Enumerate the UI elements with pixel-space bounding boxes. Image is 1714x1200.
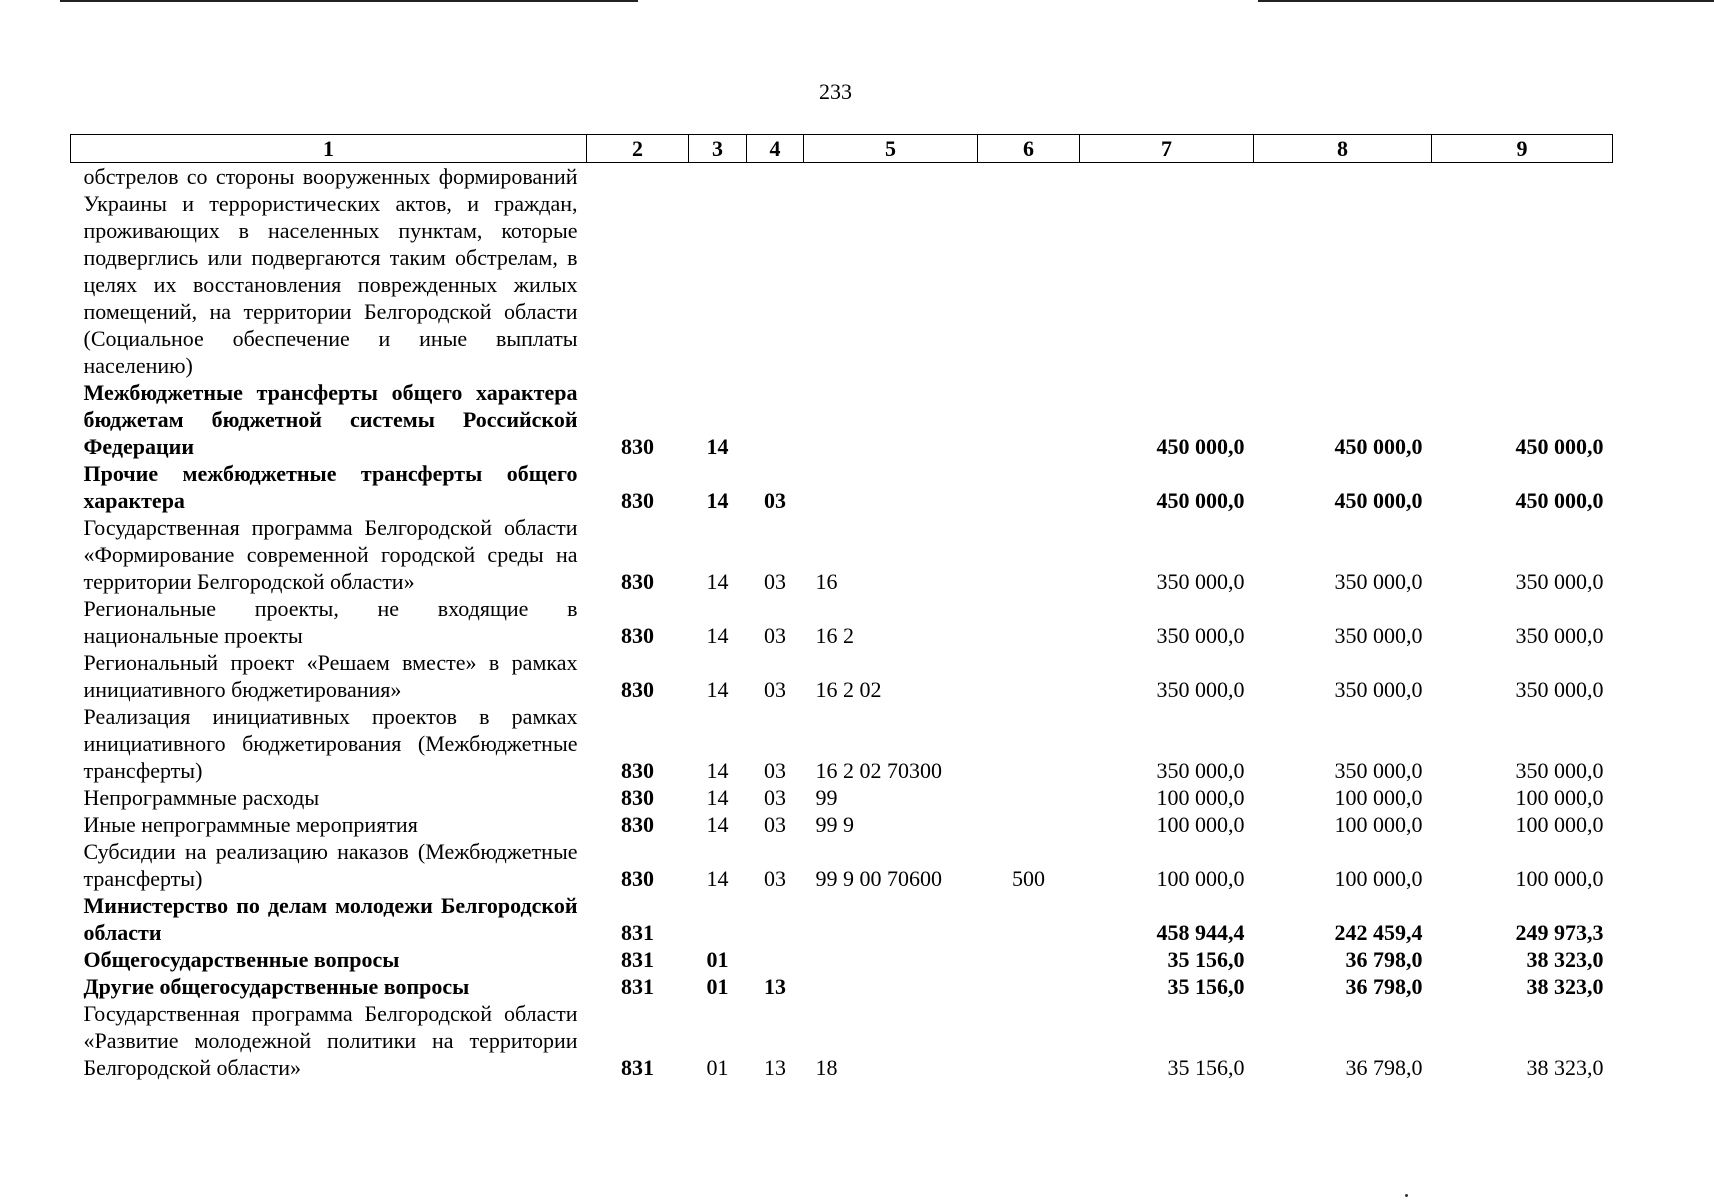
cell-amount-year1: 350 000,0 xyxy=(1156,623,1245,648)
cell-code: 830 xyxy=(621,758,654,783)
cell-code: 830 xyxy=(621,623,654,648)
cell-target-article: 99 9 00 70600 xyxy=(815,866,942,891)
row-name: Межбюджетные трансферты общего характера бюджетам бюджетной системы Российской Федерации xyxy=(83,380,578,459)
cell-section: 14 xyxy=(706,866,729,891)
cell-amount-year3: 100 000,0 xyxy=(1515,812,1604,837)
cell-amount-year1: 450 000,0 xyxy=(1156,488,1245,513)
cell-code: 830 xyxy=(621,434,654,459)
cell-section: 01 xyxy=(706,974,729,999)
cell-amount-year1: 458 944,4 xyxy=(1156,920,1245,945)
cell-amount-year2: 100 000,0 xyxy=(1334,812,1423,837)
scan-speck xyxy=(1405,1194,1408,1197)
table-row xyxy=(71,784,1613,811)
cell-expense-type xyxy=(978,460,1080,514)
cell-amount-year3: 450 000,0 xyxy=(1515,434,1604,459)
cell-amount-year3: 350 000,0 xyxy=(1515,758,1604,783)
row-name: Региональный проект «Решаем вместе» в рамках инициативного бюджетирования» xyxy=(83,650,578,702)
cell-section: 14 xyxy=(706,758,729,783)
budget-table xyxy=(70,134,1613,1081)
cell-subsection: 03 xyxy=(764,677,786,702)
cell-amount-year3: 100 000,0 xyxy=(1515,785,1604,810)
cell-amount-year1: 350 000,0 xyxy=(1156,677,1245,702)
cell-target-article xyxy=(804,946,978,973)
table-row xyxy=(71,379,1613,460)
cell-subsection xyxy=(747,892,804,946)
cell-subsection: 03 xyxy=(764,866,786,891)
cell-amount-year3: 450 000,0 xyxy=(1515,488,1604,513)
cell-subsection: 13 xyxy=(764,1055,786,1080)
cell-amount-year3: 350 000,0 xyxy=(1515,569,1604,594)
cell-target-article: 16 2 xyxy=(815,623,854,648)
cell-amount-year1: 35 156,0 xyxy=(1167,947,1245,972)
cell-expense-type xyxy=(978,784,1080,811)
cell-expense-type xyxy=(978,946,1080,973)
column-header: 4 xyxy=(747,135,804,163)
table-row xyxy=(71,973,1613,1000)
cell-section: 14 xyxy=(706,569,729,594)
cell-amount-year1 xyxy=(1080,163,1254,380)
row-name: Иные непрограммные мероприятия xyxy=(83,812,418,837)
cell-subsection: 03 xyxy=(764,785,786,810)
table-row xyxy=(71,163,1613,380)
cell-target-article: 99 9 xyxy=(815,812,854,837)
cell-amount-year3 xyxy=(1432,163,1613,380)
cell-amount-year2: 100 000,0 xyxy=(1334,785,1423,810)
table-row xyxy=(71,892,1613,946)
row-name: обстрелов со стороны вооруженных формирований Украины и террористических актов, и граждан, проживающих в населенных пунктам, которые подверглись или подвергаются таким обстрелам, в целях их восстановления поврежденных жилых помещений, на территории Белгородской области (Социальное обеспечение и иные выплаты населению) xyxy=(83,164,578,378)
table-row xyxy=(71,811,1613,838)
cell-amount-year1: 35 156,0 xyxy=(1167,974,1245,999)
cell-amount-year2: 242 459,4 xyxy=(1334,920,1423,945)
cell-expense-type xyxy=(978,811,1080,838)
cell-code: 830 xyxy=(621,785,654,810)
cell-amount-year3: 249 973,3 xyxy=(1515,920,1604,945)
cell-amount-year3: 350 000,0 xyxy=(1515,623,1604,648)
cell-amount-year3: 38 323,0 xyxy=(1526,947,1604,972)
cell-amount-year3: 38 323,0 xyxy=(1526,974,1604,999)
column-header: 5 xyxy=(804,135,978,163)
cell-section xyxy=(689,163,747,380)
row-name: Непрограммные расходы xyxy=(83,785,320,810)
table-header-row xyxy=(71,135,1613,163)
cell-section: 14 xyxy=(706,677,729,702)
top-rule-left xyxy=(60,0,638,2)
cell-code: 831 xyxy=(621,974,654,999)
cell-section: 14 xyxy=(706,434,729,459)
cell-amount-year2 xyxy=(1254,163,1432,380)
cell-expense-type xyxy=(978,703,1080,784)
cell-amount-year2: 450 000,0 xyxy=(1334,488,1423,513)
cell-target-article: 18 xyxy=(815,1055,838,1080)
cell-expense-type xyxy=(978,1000,1080,1081)
row-name: Общегосударственные вопросы xyxy=(83,947,400,972)
cell-code: 830 xyxy=(621,866,654,891)
cell-code: 830 xyxy=(621,488,654,513)
table-row xyxy=(71,838,1613,892)
table-row xyxy=(71,703,1613,784)
cell-amount-year3: 100 000,0 xyxy=(1515,866,1604,891)
row-name: Министерство по делам молодежи Белгородской области xyxy=(83,893,578,945)
cell-section: 01 xyxy=(706,1055,729,1080)
column-header: 2 xyxy=(587,135,689,163)
cell-amount-year1: 100 000,0 xyxy=(1156,866,1245,891)
cell-expense-type xyxy=(978,973,1080,1000)
cell-target-article xyxy=(804,973,978,1000)
cell-amount-year2: 36 798,0 xyxy=(1345,974,1423,999)
cell-code xyxy=(587,163,689,380)
cell-expense-type xyxy=(978,514,1080,595)
cell-subsection: 13 xyxy=(764,974,786,999)
cell-expense-type xyxy=(978,892,1080,946)
cell-code: 831 xyxy=(621,947,654,972)
cell-target-article: 16 2 02 70300 xyxy=(815,758,942,783)
table-row xyxy=(71,946,1613,973)
cell-subsection: 03 xyxy=(764,812,786,837)
cell-expense-type xyxy=(978,163,1080,380)
cell-amount-year2: 350 000,0 xyxy=(1334,677,1423,702)
cell-subsection: 03 xyxy=(764,488,786,513)
cell-amount-year1: 350 000,0 xyxy=(1156,758,1245,783)
column-header: 8 xyxy=(1254,135,1432,163)
cell-expense-type xyxy=(978,595,1080,649)
cell-section: 14 xyxy=(706,785,729,810)
row-name: Субсидии на реализацию наказов (Межбюджетные трансферты) xyxy=(83,839,578,891)
column-header: 9 xyxy=(1432,135,1613,163)
column-header: 1 xyxy=(71,135,587,163)
cell-amount-year2: 350 000,0 xyxy=(1334,758,1423,783)
row-name: Прочие межбюджетные трансферты общего характера xyxy=(83,461,578,513)
cell-amount-year2: 36 798,0 xyxy=(1345,947,1423,972)
cell-amount-year2: 350 000,0 xyxy=(1334,623,1423,648)
cell-code: 831 xyxy=(621,1055,654,1080)
cell-code: 831 xyxy=(621,920,654,945)
cell-section: 14 xyxy=(706,488,729,513)
cell-section: 01 xyxy=(706,947,729,972)
cell-amount-year2: 36 798,0 xyxy=(1345,1055,1423,1080)
cell-code: 830 xyxy=(621,677,654,702)
cell-amount-year1: 450 000,0 xyxy=(1156,434,1245,459)
cell-subsection xyxy=(747,163,804,380)
cell-amount-year1: 35 156,0 xyxy=(1167,1055,1245,1080)
table-row xyxy=(71,460,1613,514)
column-header: 6 xyxy=(978,135,1080,163)
cell-subsection: 03 xyxy=(764,758,786,783)
cell-amount-year3: 350 000,0 xyxy=(1515,677,1604,702)
cell-expense-type: 500 xyxy=(1012,866,1045,891)
row-name: Государственная программа Белгородской области «Развитие молодежной политики на территории Белгородской области» xyxy=(83,1001,578,1080)
cell-section: 14 xyxy=(706,812,729,837)
cell-subsection xyxy=(747,379,804,460)
cell-target-article xyxy=(804,892,978,946)
cell-amount-year1: 350 000,0 xyxy=(1156,569,1245,594)
cell-code: 830 xyxy=(621,569,654,594)
top-rule-right xyxy=(1258,0,1714,2)
table-row xyxy=(71,649,1613,703)
table-row xyxy=(71,514,1613,595)
table-row xyxy=(71,1000,1613,1081)
cell-target-article: 16 xyxy=(815,569,838,594)
cell-amount-year2: 100 000,0 xyxy=(1334,866,1423,891)
cell-subsection: 03 xyxy=(764,623,786,648)
row-name: Государственная программа Белгородской области «Формирование современной городской среды на территории Белгородской области» xyxy=(83,515,578,594)
cell-subsection xyxy=(747,946,804,973)
cell-target-article xyxy=(804,460,978,514)
column-header: 7 xyxy=(1080,135,1254,163)
cell-target-article xyxy=(804,379,978,460)
cell-section: 14 xyxy=(706,623,729,648)
cell-section xyxy=(689,892,747,946)
cell-amount-year3: 38 323,0 xyxy=(1526,1055,1604,1080)
row-name: Реализация инициативных проектов в рамках инициативного бюджетирования (Межбюджетные трансферты) xyxy=(83,704,578,783)
cell-target-article: 16 2 02 xyxy=(815,677,882,702)
cell-target-article: 99 xyxy=(815,785,838,810)
column-header: 3 xyxy=(689,135,747,163)
row-name: Другие общегосударственные вопросы xyxy=(83,974,470,999)
cell-amount-year1: 100 000,0 xyxy=(1156,812,1245,837)
cell-amount-year2: 450 000,0 xyxy=(1334,434,1423,459)
cell-expense-type xyxy=(978,379,1080,460)
page-number: 233 xyxy=(819,79,852,104)
table-row xyxy=(71,595,1613,649)
cell-expense-type xyxy=(978,649,1080,703)
cell-amount-year2: 350 000,0 xyxy=(1334,569,1423,594)
cell-code: 830 xyxy=(621,812,654,837)
row-name: Региональные проекты, не входящие в национальные проекты xyxy=(83,596,578,648)
cell-amount-year1: 100 000,0 xyxy=(1156,785,1245,810)
table-body xyxy=(71,163,1613,1082)
cell-target-article xyxy=(804,163,978,380)
cell-subsection: 03 xyxy=(764,569,786,594)
